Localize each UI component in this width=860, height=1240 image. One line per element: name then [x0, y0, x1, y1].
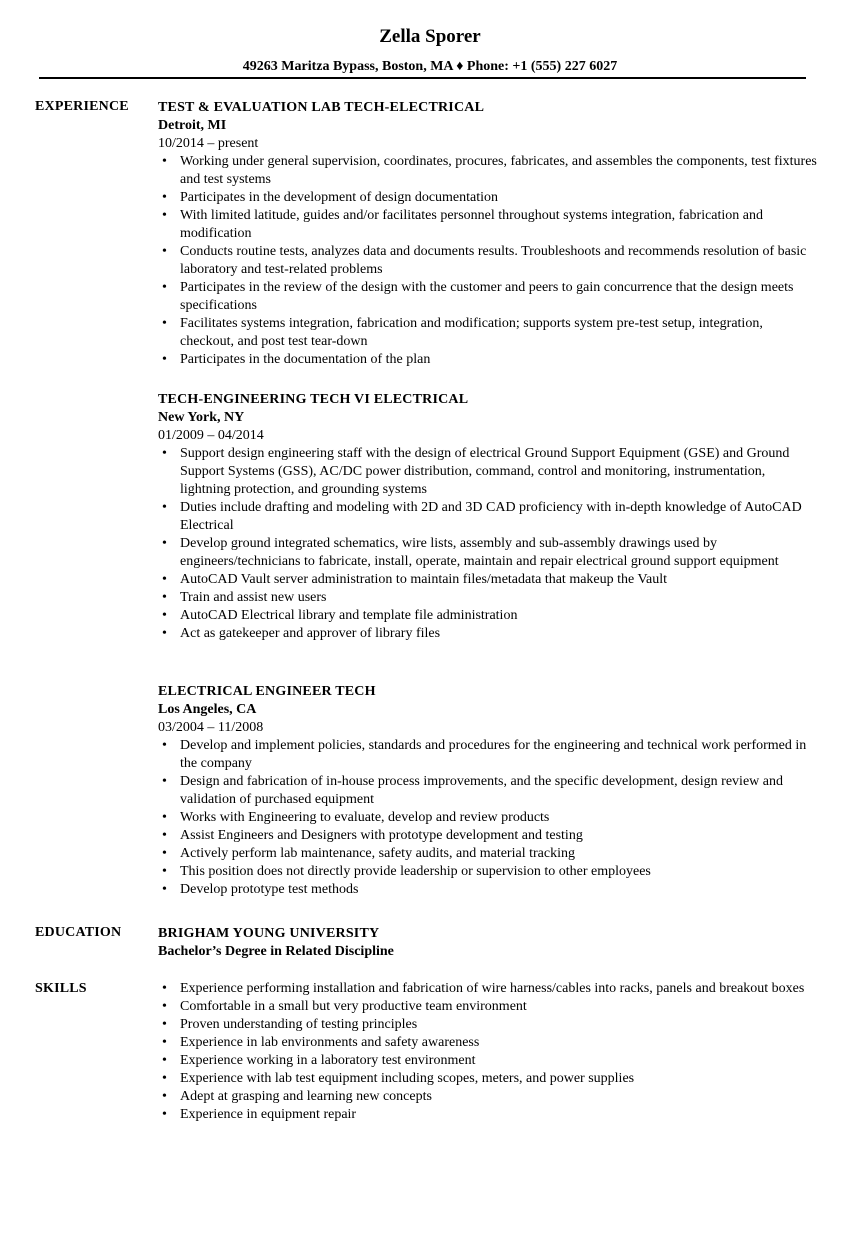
list-item: • Participates in the documentation of the plan [180, 351, 818, 369]
list-item: • AutoCAD Vault server administration to maintain files/metadata that makeup the Vault [180, 571, 818, 589]
job-location: Los Angeles, CA [158, 702, 257, 717]
job-2 [158, 391, 818, 643]
list-item: • Conducts routine tests, analyzes data and documents results. Troubleshoots and recommends resolution of basic laboratory and test-related problems [180, 243, 818, 279]
header-divider [39, 77, 806, 79]
job-dates: 01/2009 – 04/2014 [158, 428, 264, 443]
skills-list [158, 980, 818, 1124]
list-item: • Participates in the development of design documentation [180, 189, 818, 207]
job-1 [158, 99, 818, 369]
list-item: • Experience with lab test equipment including scopes, meters, and power supplies [180, 1070, 818, 1088]
list-item: • Works with Engineering to evaluate, develop and review products [180, 809, 818, 827]
education-entry [158, 925, 818, 961]
list-item: • Experience performing installation and fabrication of wire harness/cables into racks, panels and breakout boxes [180, 980, 818, 998]
list-item: • Experience in equipment repair [180, 1106, 818, 1124]
list-item: • Facilitates systems integration, fabrication and modification; supports system pre-test setup, integration, checkout, and post test tear-down [180, 315, 818, 351]
section-label-education: EDUCATION [35, 925, 122, 940]
degree: Bachelor’s Degree in Related Discipline [158, 944, 394, 959]
list-item: • Working under general supervision, coordinates, procures, fabricates, and assembles the components, test fixtures and test systems [180, 153, 818, 189]
list-item: • Support design engineering staff with the design of electrical Ground Support Equipment (GSE) and Ground Support Systems (GSS), AC/DC power distribution, command, control and monitoring, instrumentation, lightning protection, and grounding systems [180, 445, 818, 499]
list-item: • Experience in lab environments and safety awareness [180, 1034, 818, 1052]
job-title: ELECTRICAL ENGINEER TECH [158, 684, 376, 699]
contact-line: 49263 Maritza Bypass, Boston, MA ♦ Phone: +1 (555) 227 6027 [242, 59, 618, 74]
list-item: • Participates in the review of the design with the customer and peers to gain concurrence that the design meets specifications [180, 279, 818, 315]
list-item: • Comfortable in a small but very productive team environment [180, 998, 818, 1016]
section-label-skills: SKILLS [35, 981, 87, 996]
job-bullets [158, 445, 818, 643]
list-item: • AutoCAD Electrical library and template file administration [180, 607, 818, 625]
skills-bullets [158, 980, 818, 1124]
job-bullets [158, 153, 818, 369]
list-item: • Adept at grasping and learning new concepts [180, 1088, 818, 1106]
list-item: • Develop ground integrated schematics, wire lists, assembly and sub-assembly drawings used by engineers/technicians to fabricate, install, operate, maintain and repair electrical ground support equipment [180, 535, 818, 571]
job-location: New York, NY [158, 410, 245, 425]
list-item: • Develop prototype test methods [180, 881, 818, 899]
list-item: • Actively perform lab maintenance, safety audits, and material tracking [180, 845, 818, 863]
job-title: TEST & EVALUATION LAB TECH-ELECTRICAL [158, 100, 485, 115]
resume-name: Zella Sporer [379, 26, 481, 47]
job-3 [158, 683, 818, 899]
job-bullets [158, 737, 818, 899]
list-item: • Develop and implement policies, standards and procedures for the engineering and technical work performed in the company [180, 737, 818, 773]
list-item: • Assist Engineers and Designers with prototype development and testing [180, 827, 818, 845]
list-item: • This position does not directly provide leadership or supervision to other employees [180, 863, 818, 881]
job-location: Detroit, MI [158, 118, 227, 133]
list-item: • Duties include drafting and modeling with 2D and 3D CAD proficiency with in-depth knowledge of AutoCAD Electrical [180, 499, 818, 535]
list-item: • With limited latitude, guides and/or facilitates personnel throughout systems integration, fabrication and modification [180, 207, 818, 243]
list-item: • Proven understanding of testing principles [180, 1016, 818, 1034]
job-dates: 03/2004 – 11/2008 [158, 720, 264, 735]
list-item: • Experience working in a laboratory test environment [180, 1052, 818, 1070]
list-item: • Act as gatekeeper and approver of library files [180, 625, 818, 643]
list-item: • Train and assist new users [180, 589, 818, 607]
list-item: • Design and fabrication of in-house process improvements, and the specific development, design review and validation of purchased equipment [180, 773, 818, 809]
job-title: TECH-ENGINEERING TECH VI ELECTRICAL [158, 392, 469, 407]
section-label-experience: EXPERIENCE [35, 99, 129, 114]
job-dates: 10/2014 – present [158, 136, 259, 151]
school-name: BRIGHAM YOUNG UNIVERSITY [158, 926, 380, 941]
